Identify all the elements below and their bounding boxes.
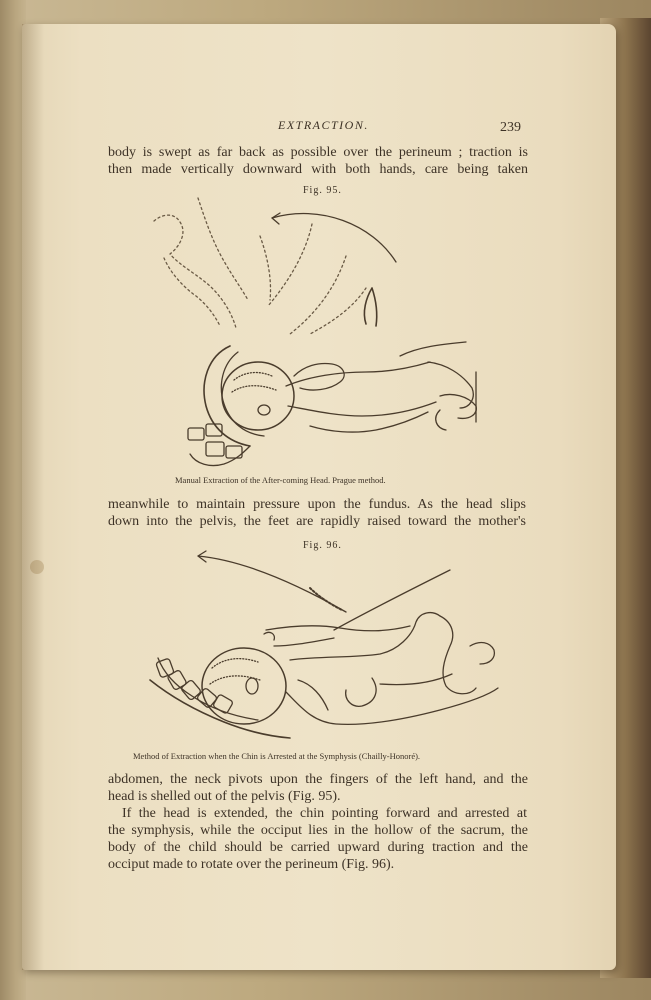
page-gutter-shadow — [22, 24, 44, 970]
page-stain — [30, 560, 44, 574]
paragraph-3-line-1: abdomen, the neck pivots upon the fingers of the left hand, and the — [108, 772, 528, 787]
figure-96-caption: Method of Extraction when the Chin is Arrested at the Symphysis (Chailly-Honoré). — [133, 751, 421, 761]
figure-95-illustration — [140, 196, 500, 476]
paragraph-3-line-2: head is shelled out of the pelvis (Fig. 95). — [108, 789, 341, 804]
paragraph-4-line-4: occiput made to rotate over the perineum (Fig. 96). — [108, 857, 395, 872]
paragraph-4-line-1: If the head is extended, the chin pointing forward and arrested at — [122, 806, 527, 821]
figure-96-label: Fig. 96. — [303, 540, 342, 551]
figure-95-caption: Manual Extraction of the After-coming Head. Prague method. — [175, 475, 386, 485]
page-number: 239 — [500, 120, 521, 135]
paragraph-1-line-1: body is swept as far back as possible over the perineum ; traction is — [108, 145, 528, 160]
paragraph-2-line-2: down into the pelvis, the feet are rapidly raised toward the mother's — [108, 514, 526, 529]
paragraph-4-line-3: body of the child should be carried upward during traction and the — [108, 840, 528, 855]
figure-95-label: Fig. 95. — [303, 185, 342, 196]
figure-96-illustration — [140, 550, 500, 740]
paragraph-1-line-2: then made vertically downward with both hands, care being taken — [108, 162, 528, 177]
running-head: EXTRACTION. — [278, 118, 369, 132]
paragraph-4-line-2: the symphysis, while the occiput lies in the hollow of the sacrum, the — [108, 823, 528, 838]
paragraph-2-line-1: meanwhile to maintain pressure upon the fundus. As the head slips — [108, 497, 526, 512]
